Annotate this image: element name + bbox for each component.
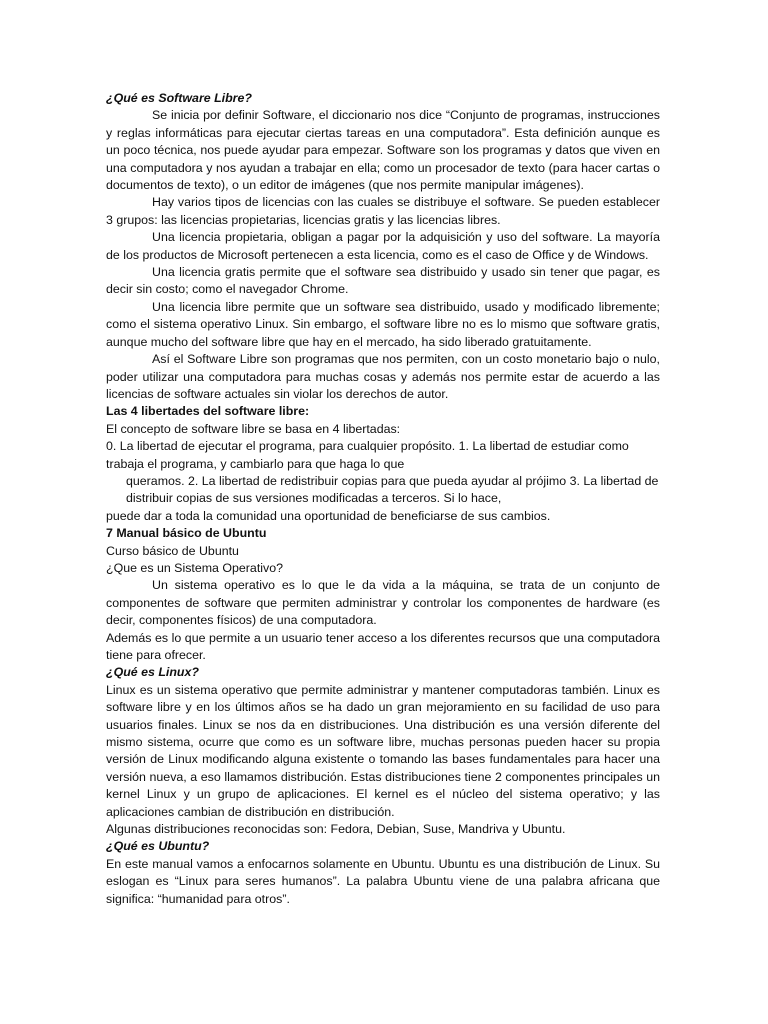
heading-libertades: Las 4 libertades del software libre: [106, 404, 310, 419]
paragraph: Una licencia propietaria, obligan a pagar por la adquisición y uso del software. La mayoría de los productos de Microsoft pertenecen a esta licencia, como es el caso de Office y de Windows. [106, 230, 660, 262]
paragraph: El concepto de software libre se basa en 4 libertadas: [106, 421, 401, 436]
paragraph: Se inicia por definir Software, el diccionario nos dice “Conjunto de programas, instrucciones y reglas informáticas para ejecutar ciertas tareas en una computadora”. Esta definición aunque es un poco técnica, nos puede ayudar para empezar. Software son los programas y datos que viven en una computadora y nos ayudan a trabajar en ella; como un procesador de texto (para hacer cartas o documentos de texto), o un editor de imágenes (que nos permite manipular imágenes). [106, 108, 660, 193]
paragraph: Así el Software Libre son programas que nos permiten, con un costo monetario bajo o nulo, poder utilizar una computadora para muchas cosas y además nos permite estar de acuerdo a las licencias de software actuales sin violar los derechos de autor. [106, 352, 660, 401]
document-page [106, 90, 660, 908]
subtitle: Curso básico de Ubuntu [106, 543, 239, 558]
question: ¿Que es un Sistema Operativo? [106, 560, 283, 575]
heading-ubuntu: ¿Qué es Ubuntu? [106, 839, 210, 854]
libertades-line: puede dar a toda la comunidad una oportunidad de beneficiarse de sus cambios. [106, 508, 551, 523]
paragraph: Una licencia gratis permite que el software sea distribuido y usado sin tener que pagar, es decir sin costo; como el navegador Chrome. [106, 265, 660, 297]
paragraph: Linux es un sistema operativo que permite administrar y mantener computadoras también. Linux es software libre y en los últimos años se ha dado un gran mejoramiento en su facilidad de uso para usuarios finales. Linux se nos da en distribuciones. Una distribución es una versión diferente del mismo sistema, ocurre que como es un software libre, muchas personas pueden hacer su propia versión de Linux modificando alguna existente o tomando las bases fundamentales para hacer una versión nueva, a eso llamamos distribución. Estas distribuciones tiene 2 componentes principales un kernel Linux y un grupo de aplicaciones. El kernel es el núcleo del sistema operativo; y las aplicaciones cambian de distribución en distribución. [106, 682, 660, 819]
paragraph: Un sistema operativo es lo que le da vida a la máquina, se trata de un conjunto de componentes de software que permiten administrar y controlar los componentes de hardware (es decir, componentes físicos) de una computadora. [106, 578, 660, 628]
paragraph: En este manual vamos a enfocarnos solamente en Ubuntu. Ubuntu es una distribución de Linux. Su eslogan es “Linux para seres humanos”. La palabra Ubuntu viene de una palabra africana que significa: “humanidad para otros”. [106, 856, 660, 906]
heading-linux: ¿Qué es Linux? [106, 665, 199, 680]
libertades-line: queramos. 2. La libertad de redistribuir copias para que pueda ayudar al prójimo 3. La libertad de distribuir copias de sus versiones modificadas a terceros. Si lo hace, [126, 473, 659, 506]
libertades-line: 0. La libertad de ejecutar el programa, para cualquier propósito. 1. La libertad de estudiar como trabaja el programa, y cambiarlo para que haga lo que [106, 439, 629, 471]
heading-software-libre: ¿Qué es Software Libre? [106, 91, 252, 105]
heading-manual: 7 Manual básico de Ubuntu [106, 526, 267, 541]
paragraph: Hay varios tipos de licencias con las cuales se distribuye el software. Se pueden establecer 3 grupos: las licencias propietarias, licencias gratis y las licencias libres. [106, 195, 660, 227]
paragraph: Además es lo que permite a un usuario tener acceso a los diferentes recursos que una computadora tiene para ofrecer. [106, 630, 660, 662]
paragraph: Una licencia libre permite que un software sea distribuido, usado y modificado libremente; como el sistema operativo Linux. Sin embargo, el software libre no es lo mismo que software gratis, aunque mucho del software libre que hay en el mercado, ha sido liberado gratuitamente. [106, 299, 660, 349]
paragraph: Algunas distribuciones reconocidas son: Fedora, Debian, Suse, Mandriva y Ubuntu. [106, 822, 566, 837]
